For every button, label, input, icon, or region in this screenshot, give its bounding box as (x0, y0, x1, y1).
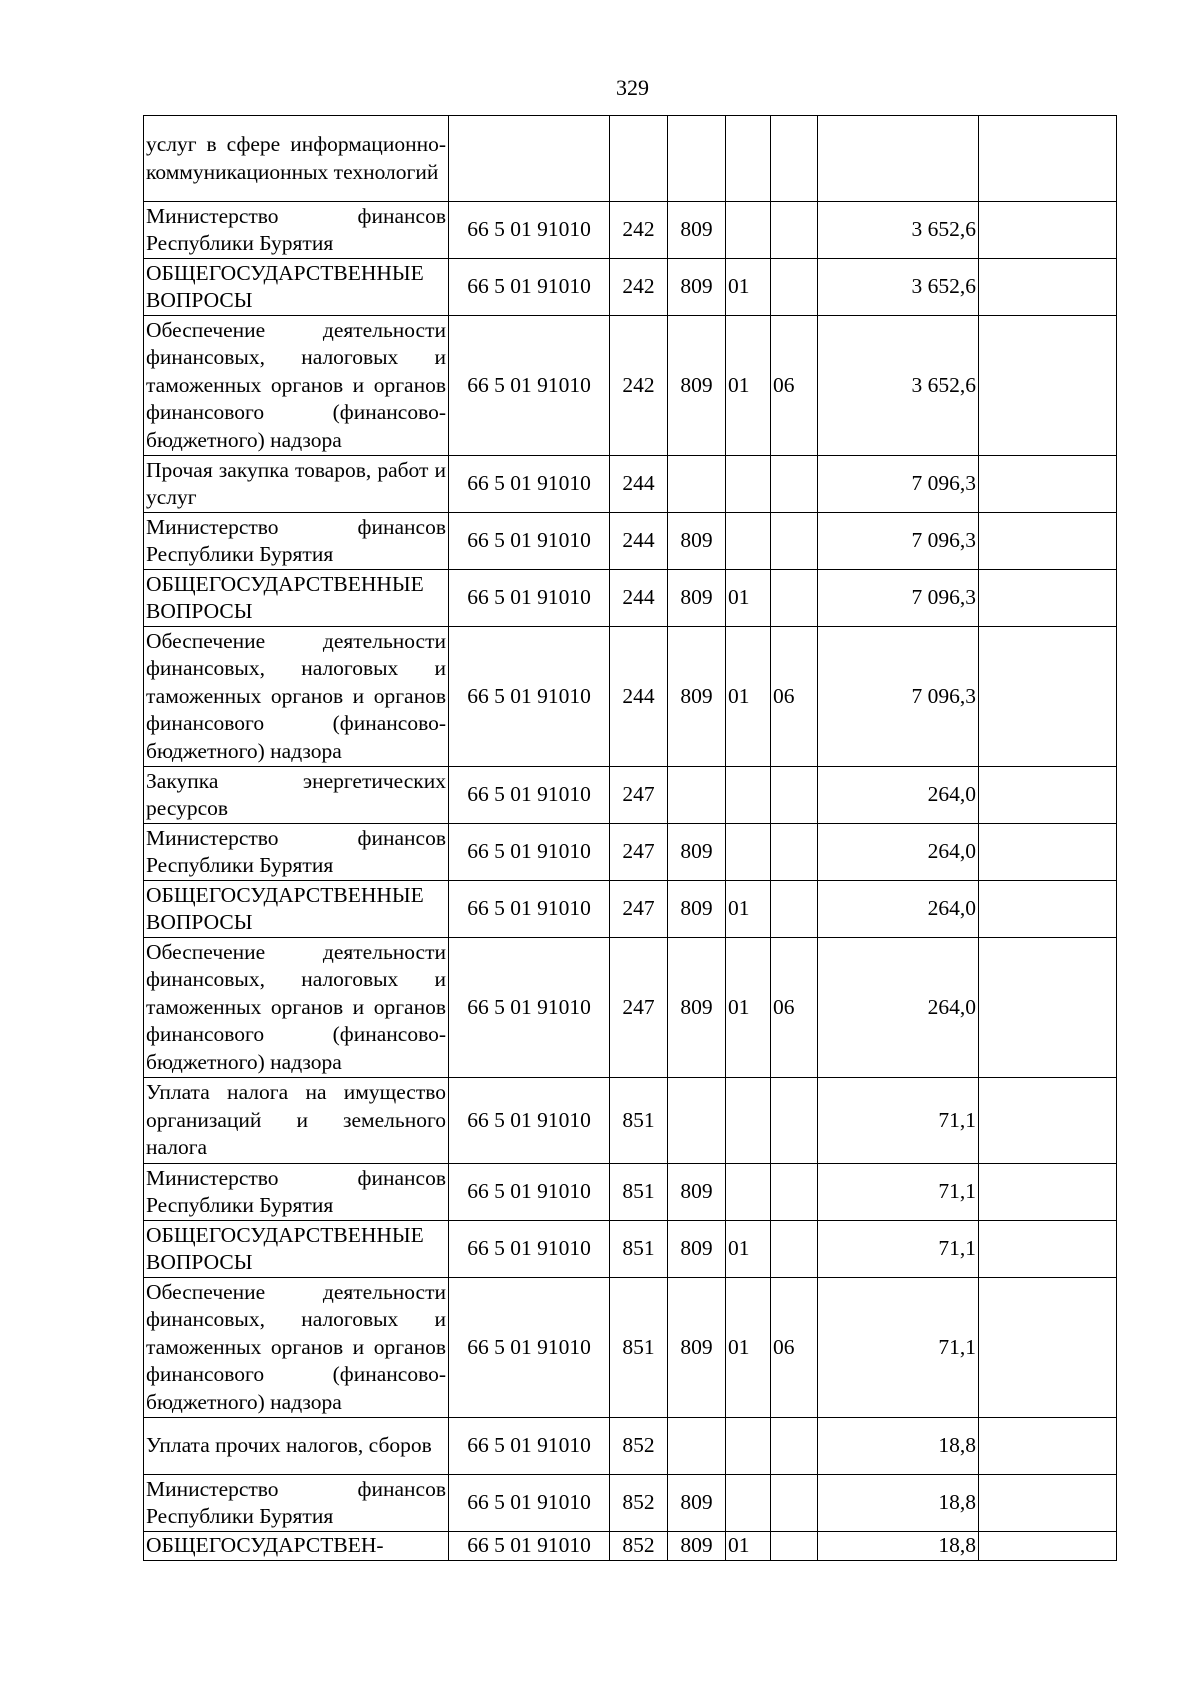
cell-section (726, 456, 771, 513)
cell-target-code: 66 5 01 91010 (449, 1418, 610, 1475)
cell-expense-type: 247 (610, 767, 668, 824)
table-row (144, 824, 1117, 881)
cell-expense-type: 247 (610, 824, 668, 881)
cell-empty (979, 1475, 1117, 1532)
cell-target-code (449, 116, 610, 202)
cell-subsection (771, 1164, 818, 1221)
cell-section: 01 (726, 1221, 771, 1278)
cell-section (726, 1418, 771, 1475)
cell-section (726, 513, 771, 570)
cell-section (726, 1475, 771, 1532)
cell-section: 01 (726, 1278, 771, 1418)
table-row (144, 316, 1117, 456)
cell-expense-type: 242 (610, 202, 668, 259)
cell-subsection: 06 (771, 627, 818, 767)
cell-expense-type: 851 (610, 1278, 668, 1418)
cell-target-code: 66 5 01 91010 (449, 1532, 610, 1561)
cell-empty (979, 1532, 1117, 1561)
table-row (144, 881, 1117, 938)
cell-amount: 264,0 (818, 824, 979, 881)
cell-name: Обеспечение деятельности финансовых, налоговых и таможенных органов и органов финансового (финансово-бюджетного) надзора (144, 1278, 449, 1418)
cell-amount: 264,0 (818, 767, 979, 824)
table-row (144, 1278, 1117, 1418)
cell-amount: 264,0 (818, 881, 979, 938)
table-row (144, 513, 1117, 570)
cell-ministry-code: 809 (668, 881, 726, 938)
cell-name: услуг в сфере информационно-коммуникационных технологий (144, 116, 449, 202)
cell-empty (979, 938, 1117, 1078)
cell-subsection (771, 1418, 818, 1475)
cell-name: ОБЩЕГОСУДАРСТВЕН- (144, 1532, 449, 1561)
table-row (144, 767, 1117, 824)
cell-section (726, 116, 771, 202)
cell-expense-type: 852 (610, 1532, 668, 1561)
cell-expense-type: 244 (610, 456, 668, 513)
table-row (144, 1164, 1117, 1221)
cell-target-code: 66 5 01 91010 (449, 938, 610, 1078)
cell-ministry-code (668, 1078, 726, 1164)
cell-amount: 7 096,3 (818, 513, 979, 570)
table-row (144, 456, 1117, 513)
cell-expense-type: 852 (610, 1418, 668, 1475)
table-row (144, 202, 1117, 259)
cell-empty (979, 1164, 1117, 1221)
cell-name: Обеспечение деятельности финансовых, налоговых и таможенных органов и органов финансового (финансово-бюджетного) надзора (144, 938, 449, 1078)
cell-section (726, 767, 771, 824)
table-row (144, 627, 1117, 767)
cell-section: 01 (726, 938, 771, 1078)
cell-section: 01 (726, 259, 771, 316)
table-row (144, 1221, 1117, 1278)
cell-section: 01 (726, 627, 771, 767)
cell-section (726, 202, 771, 259)
cell-subsection (771, 116, 818, 202)
table-row (144, 259, 1117, 316)
cell-name: Закупка энергетических ресурсов (144, 767, 449, 824)
cell-amount: 18,8 (818, 1532, 979, 1561)
cell-subsection (771, 881, 818, 938)
cell-ministry-code: 809 (668, 259, 726, 316)
cell-subsection: 06 (771, 1278, 818, 1418)
cell-target-code: 66 5 01 91010 (449, 570, 610, 627)
table-row (144, 1532, 1117, 1561)
cell-expense-type: 244 (610, 570, 668, 627)
cell-amount: 3 652,6 (818, 316, 979, 456)
cell-empty (979, 1418, 1117, 1475)
cell-name: Министерство финансов Республики Бурятия (144, 1475, 449, 1532)
cell-subsection (771, 513, 818, 570)
cell-empty (979, 456, 1117, 513)
cell-subsection (771, 456, 818, 513)
cell-expense-type: 247 (610, 938, 668, 1078)
cell-empty (979, 116, 1117, 202)
cell-empty (979, 1221, 1117, 1278)
cell-expense-type: 247 (610, 881, 668, 938)
cell-amount: 7 096,3 (818, 570, 979, 627)
cell-target-code: 66 5 01 91010 (449, 456, 610, 513)
cell-amount: 18,8 (818, 1418, 979, 1475)
cell-expense-type: 242 (610, 259, 668, 316)
cell-expense-type: 244 (610, 513, 668, 570)
cell-ministry-code (668, 456, 726, 513)
cell-ministry-code: 809 (668, 938, 726, 1078)
cell-target-code: 66 5 01 91010 (449, 627, 610, 767)
cell-subsection (771, 824, 818, 881)
cell-target-code: 66 5 01 91010 (449, 316, 610, 456)
cell-expense-type: 242 (610, 316, 668, 456)
cell-ministry-code: 809 (668, 627, 726, 767)
budget-table (143, 115, 1117, 1561)
cell-ministry-code (668, 767, 726, 824)
cell-section (726, 1164, 771, 1221)
cell-subsection (771, 1221, 818, 1278)
cell-empty (979, 316, 1117, 456)
table-row (144, 116, 1117, 202)
page-number: 329 (616, 75, 649, 100)
cell-expense-type: 851 (610, 1221, 668, 1278)
cell-ministry-code: 809 (668, 513, 726, 570)
cell-name: ОБЩЕГОСУДАРСТВЕННЫЕ ВОПРОСЫ (144, 570, 449, 627)
cell-ministry-code: 809 (668, 824, 726, 881)
cell-empty (979, 881, 1117, 938)
cell-target-code: 66 5 01 91010 (449, 202, 610, 259)
cell-amount: 18,8 (818, 1475, 979, 1532)
cell-ministry-code: 809 (668, 1532, 726, 1561)
cell-name: Прочая закупка товаров, работ и услуг (144, 456, 449, 513)
cell-ministry-code: 809 (668, 1475, 726, 1532)
cell-section (726, 1078, 771, 1164)
cell-target-code: 66 5 01 91010 (449, 513, 610, 570)
cell-subsection (771, 259, 818, 316)
cell-target-code: 66 5 01 91010 (449, 1164, 610, 1221)
cell-section: 01 (726, 316, 771, 456)
cell-target-code: 66 5 01 91010 (449, 881, 610, 938)
cell-section: 01 (726, 570, 771, 627)
table-row (144, 570, 1117, 627)
cell-ministry-code: 809 (668, 1278, 726, 1418)
table-row (144, 1475, 1117, 1532)
table-row (144, 938, 1117, 1078)
cell-amount: 3 652,6 (818, 202, 979, 259)
cell-empty (979, 1278, 1117, 1418)
cell-subsection (771, 1475, 818, 1532)
cell-subsection (771, 570, 818, 627)
cell-empty (979, 824, 1117, 881)
cell-target-code: 66 5 01 91010 (449, 1078, 610, 1164)
cell-empty (979, 513, 1117, 570)
cell-name: Министерство финансов Республики Бурятия (144, 513, 449, 570)
cell-name: ОБЩЕГОСУДАРСТВЕННЫЕ ВОПРОСЫ (144, 1221, 449, 1278)
cell-amount: 264,0 (818, 938, 979, 1078)
cell-amount: 3 652,6 (818, 259, 979, 316)
cell-target-code: 66 5 01 91010 (449, 767, 610, 824)
cell-name: Министерство финансов Республики Бурятия (144, 202, 449, 259)
cell-empty (979, 627, 1117, 767)
cell-expense-type: 244 (610, 627, 668, 767)
table-row (144, 1078, 1117, 1164)
cell-name: ОБЩЕГОСУДАРСТВЕННЫЕ ВОПРОСЫ (144, 259, 449, 316)
cell-amount: 71,1 (818, 1164, 979, 1221)
cell-name: Уплата налога на имущество организаций и земельного налога (144, 1078, 449, 1164)
cell-target-code: 66 5 01 91010 (449, 259, 610, 316)
cell-subsection (771, 1078, 818, 1164)
cell-empty (979, 259, 1117, 316)
cell-subsection (771, 767, 818, 824)
cell-expense-type: 852 (610, 1475, 668, 1532)
cell-name: ОБЩЕГОСУДАРСТВЕННЫЕ ВОПРОСЫ (144, 881, 449, 938)
cell-name: Уплата прочих налогов, сборов (144, 1418, 449, 1475)
cell-empty (979, 202, 1117, 259)
cell-expense-type: 851 (610, 1164, 668, 1221)
cell-subsection (771, 202, 818, 259)
cell-expense-type: 851 (610, 1078, 668, 1164)
cell-subsection: 06 (771, 938, 818, 1078)
table-row (144, 1418, 1117, 1475)
cell-amount: 71,1 (818, 1078, 979, 1164)
cell-name: Обеспечение деятельности финансовых, налоговых и таможенных органов и органов финансового (финансово-бюджетного) надзора (144, 627, 449, 767)
cell-name: Обеспечение деятельности финансовых, налоговых и таможенных органов и органов финансового (финансово-бюджетного) надзора (144, 316, 449, 456)
cell-section: 01 (726, 881, 771, 938)
cell-ministry-code: 809 (668, 1221, 726, 1278)
cell-name: Министерство финансов Республики Бурятия (144, 1164, 449, 1221)
cell-expense-type (610, 116, 668, 202)
cell-target-code: 66 5 01 91010 (449, 1278, 610, 1418)
cell-subsection: 06 (771, 316, 818, 456)
cell-amount (818, 116, 979, 202)
cell-target-code: 66 5 01 91010 (449, 1475, 610, 1532)
cell-target-code: 66 5 01 91010 (449, 824, 610, 881)
cell-name: Министерство финансов Республики Бурятия (144, 824, 449, 881)
cell-ministry-code: 809 (668, 570, 726, 627)
cell-empty (979, 570, 1117, 627)
cell-target-code: 66 5 01 91010 (449, 1221, 610, 1278)
cell-subsection (771, 1532, 818, 1561)
cell-amount: 7 096,3 (818, 627, 979, 767)
cell-amount: 71,1 (818, 1221, 979, 1278)
cell-ministry-code (668, 1418, 726, 1475)
cell-amount: 7 096,3 (818, 456, 979, 513)
cell-empty (979, 1078, 1117, 1164)
cell-section (726, 824, 771, 881)
cell-ministry-code: 809 (668, 1164, 726, 1221)
cell-section: 01 (726, 1532, 771, 1561)
cell-ministry-code: 809 (668, 316, 726, 456)
cell-amount: 71,1 (818, 1278, 979, 1418)
cell-ministry-code (668, 116, 726, 202)
cell-empty (979, 767, 1117, 824)
cell-ministry-code: 809 (668, 202, 726, 259)
